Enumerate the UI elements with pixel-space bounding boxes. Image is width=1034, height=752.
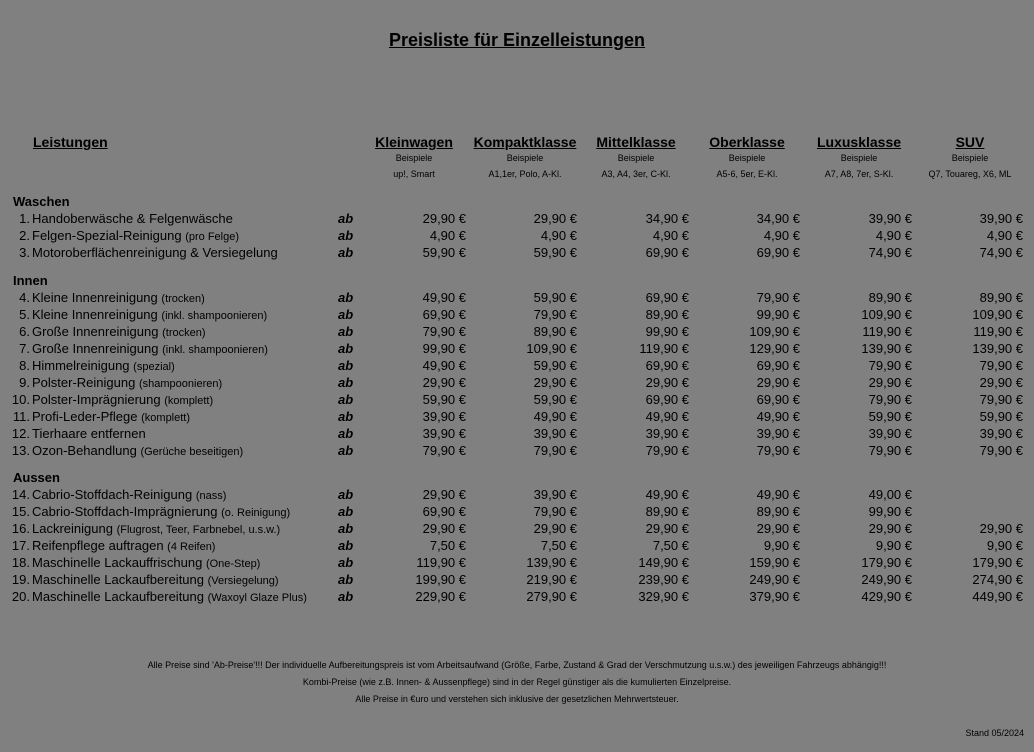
table-row [0, 520, 1034, 537]
price-cell: 139,90 € [972, 341, 1023, 356]
table-row [0, 227, 1034, 244]
footer-note-3: Alle Preise in €uro und verstehen sich inklusive der gesetzlichen Mehrwertsteuer. [355, 694, 679, 704]
table-row [0, 537, 1034, 554]
price-cell: 89,90 € [979, 290, 1023, 305]
price-cell: 89,90 € [645, 307, 689, 322]
price-cell: 49,90 € [645, 409, 689, 424]
price-cell: 9,90 € [875, 538, 912, 553]
service-label: Polster-Reinigung [32, 375, 136, 390]
ab-label: ab [338, 409, 354, 424]
service-label: Handoberwäsche & Felgenwäsche [32, 211, 233, 226]
page-title: Preisliste für Einzelleistungen [388, 30, 646, 50]
price-cell: 49,90 € [422, 358, 466, 373]
ab-label: ab [338, 307, 354, 322]
price-cell: 29,90 € [979, 375, 1023, 390]
row-number: 1. [19, 211, 30, 226]
service-note: (komplett) [164, 395, 214, 407]
services-column-header: Leistungen [33, 134, 108, 150]
row-number: 3. [19, 245, 30, 260]
price-cell: 69,90 € [645, 245, 689, 260]
price-cell: 79,90 € [645, 443, 689, 458]
service-note: (pro Felge) [185, 231, 240, 243]
price-cell: 69,90 € [645, 290, 689, 305]
price-cell: 29,90 € [756, 375, 800, 390]
price-cell: 49,90 € [422, 290, 466, 305]
service-label: Lackreinigung [32, 521, 113, 536]
column-sub: Beispiele [951, 153, 989, 163]
service-note: (shampoonieren) [138, 378, 223, 390]
row-number: 17. [11, 538, 30, 553]
ab-label: ab [338, 487, 354, 502]
price-cell: 179,90 € [972, 555, 1023, 570]
price-cell: 79,90 € [868, 443, 912, 458]
price-cell: 119,90 € [973, 324, 1023, 339]
ab-label: ab [338, 358, 354, 373]
price-cell: 79,90 € [979, 358, 1023, 373]
service-name [32, 244, 278, 261]
price-cell: 79,90 € [979, 392, 1023, 407]
price-cell: 9,90 € [763, 538, 800, 553]
price-cell: 29,90 € [645, 521, 689, 536]
table-row [0, 554, 1034, 571]
ab-label: ab [338, 555, 354, 570]
service-label: Kleine Innenreinigung [32, 290, 158, 305]
price-cell: 69,90 € [422, 307, 466, 322]
ab-label: ab [338, 504, 354, 519]
price-cell: 79,90 € [422, 324, 466, 339]
price-cell: 109,90 € [972, 307, 1023, 322]
row-number: 15. [11, 504, 30, 519]
table-row [0, 306, 1034, 323]
section-heading: Aussen [13, 470, 60, 485]
price-cell: 39,90 € [533, 487, 577, 502]
table-row [0, 408, 1034, 425]
column-examples: up!, Smart [393, 169, 435, 179]
price-cell: 89,90 € [868, 290, 912, 305]
column-sub: Beispiele [728, 153, 766, 163]
price-cell: 79,90 € [422, 443, 466, 458]
table-row [0, 340, 1034, 357]
column-examples: A5-6, 5er, E-Kl. [716, 169, 778, 179]
price-cell: 69,90 € [756, 358, 800, 373]
column-examples: Q7, Touareg, X6, ML [928, 169, 1012, 179]
price-cell: 29,90 € [533, 211, 577, 226]
column-name: Kleinwagen [375, 134, 453, 150]
price-cell: 69,90 € [756, 245, 800, 260]
service-note: (nass) [195, 490, 227, 502]
column-sub: Beispiele [840, 153, 878, 163]
price-cell: 199,90 € [415, 572, 466, 587]
price-cell: 79,90 € [868, 358, 912, 373]
service-label: Große Innenreinigung [32, 324, 159, 339]
price-cell: 239,90 € [638, 572, 689, 587]
table-row [0, 244, 1034, 261]
price-cell: 4,90 € [540, 228, 577, 243]
price-cell: 69,90 € [645, 392, 689, 407]
service-label: Große Innenreinigung [32, 341, 159, 356]
table-row [0, 323, 1034, 340]
service-note: (inkl. shampoonieren) [161, 310, 268, 322]
column-name: Luxusklasse [816, 134, 902, 150]
service-label: Ozon-Behandlung [32, 443, 137, 458]
row-number: 13. [11, 443, 30, 458]
column-examples: A1,1er, Polo, A-Kl. [488, 169, 562, 179]
section-heading: Innen [13, 273, 48, 288]
price-cell: 89,90 € [533, 324, 577, 339]
row-number: 18. [11, 555, 30, 570]
ab-label: ab [338, 245, 354, 260]
price-cell: 379,90 € [749, 589, 800, 604]
price-cell: 149,90 € [638, 555, 689, 570]
column-header [900, 134, 1034, 182]
stand-date: Stand 05/2024 [965, 728, 1024, 738]
column-examples: A7, A8, 7er, S-Kl. [824, 169, 894, 179]
price-cell: 49,90 € [756, 409, 800, 424]
price-cell: 79,90 € [533, 307, 577, 322]
price-cell: 49,00 € [868, 487, 912, 502]
price-cell: 29,90 € [868, 521, 912, 536]
service-label: Tierhaare entfernen [32, 426, 146, 441]
row-number: 19. [11, 572, 30, 587]
price-cell: 229,90 € [415, 589, 466, 604]
service-label: Maschinelle Lackauffrischung [32, 555, 203, 570]
service-note: (inkl. shampoonieren) [162, 344, 268, 356]
service-note: (o. Reinigung) [221, 507, 291, 519]
service-label: Felgen-Spezial-Reinigung [32, 228, 182, 243]
service-label: Maschinelle Lackaufbereitung [32, 589, 204, 604]
price-cell: 59,90 € [422, 392, 466, 407]
price-cell: 329,90 € [638, 589, 689, 604]
price-cell: 4,90 € [986, 228, 1023, 243]
service-note: (trocken) [162, 327, 206, 339]
price-cell: 29,90 € [756, 521, 800, 536]
price-cell: 29,90 € [533, 375, 577, 390]
price-cell: 274,90 € [972, 572, 1023, 587]
service-label: Cabrio-Stoffdach-Reinigung [32, 487, 193, 502]
price-cell: 59,90 € [533, 245, 577, 260]
price-cell: 39,90 € [979, 211, 1023, 226]
price-cell: 39,90 € [645, 426, 689, 441]
service-label: Profi-Leder-Pflege [32, 409, 138, 424]
footer-note-1: Alle Preise sind 'Ab-Preise'!!! Der individuelle Aufbereitungspreis ist vom Arbeitsaufwand (Größe, Farbe, Zustand & Grad der Verschmutzung u.s.w.) des jeweiligen Fahrzeugs abhängig!!! [147, 660, 887, 670]
price-cell: 74,90 € [979, 245, 1023, 260]
price-cell: 119,90 € [862, 324, 912, 339]
column-name: SUV [955, 134, 985, 150]
ab-label: ab [338, 324, 354, 339]
table-row [0, 210, 1034, 227]
service-label: Reifenpflege auftragen [32, 538, 164, 553]
price-cell: 59,90 € [868, 409, 912, 424]
price-cell: 59,90 € [979, 409, 1023, 424]
price-cell: 29,90 € [422, 487, 466, 502]
row-number: 9. [19, 375, 30, 390]
column-sub: Beispiele [506, 153, 544, 163]
price-cell: 39,90 € [868, 211, 912, 226]
price-cell: 79,90 € [533, 504, 577, 519]
row-number: 20. [11, 589, 30, 604]
price-cell: 119,90 € [639, 341, 689, 356]
service-note: (Versiegelung) [207, 575, 279, 587]
column-sub: Beispiele [617, 153, 655, 163]
row-number: 8. [19, 358, 30, 373]
price-cell: 139,90 € [861, 341, 912, 356]
row-number: 7. [19, 341, 30, 356]
service-note: (Gerüche beseitigen) [140, 446, 244, 458]
service-label: Himmelreinigung [32, 358, 130, 373]
row-number: 12. [11, 426, 30, 441]
price-cell: 29,90 € [868, 375, 912, 390]
table-row [0, 391, 1034, 408]
ab-label: ab [338, 521, 354, 536]
price-cell: 279,90 € [526, 589, 577, 604]
ab-label: ab [338, 290, 354, 305]
row-number: 5. [19, 307, 30, 322]
price-cell: 9,90 € [986, 538, 1023, 553]
price-cell: 29,90 € [645, 375, 689, 390]
price-cell: 29,90 € [422, 375, 466, 390]
price-cell: 139,90 € [526, 555, 577, 570]
service-name [32, 442, 243, 461]
row-number: 10. [11, 392, 30, 407]
service-label: Maschinelle Lackaufbereitung [32, 572, 204, 587]
price-cell: 79,90 € [533, 443, 577, 458]
price-cell: 99,90 € [645, 324, 689, 339]
price-cell: 49,90 € [533, 409, 577, 424]
service-label: Cabrio-Stoffdach-Imprägnierung [32, 504, 218, 519]
price-cell: 59,90 € [533, 358, 577, 373]
price-cell: 119,90 € [416, 555, 466, 570]
price-cell: 219,90 € [526, 572, 577, 587]
ab-label: ab [338, 228, 354, 243]
price-cell: 59,90 € [533, 392, 577, 407]
service-label: Polster-Imprägnierung [32, 392, 161, 407]
table-row [0, 289, 1034, 306]
service-name [32, 588, 307, 607]
ab-label: ab [338, 572, 354, 587]
price-cell: 39,90 € [422, 409, 466, 424]
price-cell: 29,90 € [422, 521, 466, 536]
row-number: 4. [19, 290, 30, 305]
price-cell: 249,90 € [861, 572, 912, 587]
price-cell: 69,90 € [645, 358, 689, 373]
price-cell: 7,50 € [652, 538, 689, 553]
table-row [0, 588, 1034, 605]
price-cell: 179,90 € [861, 555, 912, 570]
price-cell: 39,90 € [422, 426, 466, 441]
service-note: (4 Reifen) [167, 541, 216, 553]
service-label: Motoroberflächenreinigung & Versiegelung [32, 245, 278, 260]
price-cell: 4,90 € [763, 228, 800, 243]
price-cell: 449,90 € [972, 589, 1023, 604]
price-cell: 7,50 € [540, 538, 577, 553]
table-row [0, 503, 1034, 520]
price-cell: 69,90 € [422, 504, 466, 519]
price-cell: 34,90 € [645, 211, 689, 226]
price-cell: 109,90 € [749, 324, 800, 339]
price-cell: 79,90 € [868, 392, 912, 407]
price-cell: 89,90 € [756, 504, 800, 519]
price-cell: 39,90 € [533, 426, 577, 441]
column-name: Mittelklasse [596, 134, 676, 150]
price-cell: 99,90 € [868, 504, 912, 519]
price-cell: 59,90 € [533, 290, 577, 305]
price-cell: 249,90 € [749, 572, 800, 587]
price-cell: 109,90 € [861, 307, 912, 322]
price-cell: 49,90 € [756, 487, 800, 502]
price-cell: 4,90 € [652, 228, 689, 243]
price-cell: 89,90 € [645, 504, 689, 519]
price-cell: 74,90 € [868, 245, 912, 260]
table-row [0, 571, 1034, 588]
ab-label: ab [338, 426, 354, 441]
row-number: 14. [11, 487, 30, 502]
price-cell: 39,90 € [868, 426, 912, 441]
service-name [32, 210, 233, 227]
price-cell: 29,90 € [422, 211, 466, 226]
table-row [0, 425, 1034, 442]
table-row [0, 486, 1034, 503]
price-cell: 429,90 € [861, 589, 912, 604]
ab-label: ab [338, 211, 354, 226]
section-heading: Waschen [13, 194, 70, 209]
price-cell: 69,90 € [756, 392, 800, 407]
table-row [0, 357, 1034, 374]
column-name: Oberklasse [709, 134, 785, 150]
price-cell: 34,90 € [756, 211, 800, 226]
ab-label: ab [338, 392, 354, 407]
price-cell: 59,90 € [422, 245, 466, 260]
price-cell: 29,90 € [533, 521, 577, 536]
price-cell: 79,90 € [756, 290, 800, 305]
price-cell: 4,90 € [875, 228, 912, 243]
price-cell: 7,50 € [429, 538, 466, 553]
price-cell: 79,90 € [979, 443, 1023, 458]
ab-label: ab [338, 443, 354, 458]
service-name [32, 425, 146, 442]
price-cell: 39,90 € [979, 426, 1023, 441]
price-cell: 79,90 € [756, 443, 800, 458]
column-sub: Beispiele [395, 153, 433, 163]
ab-label: ab [338, 341, 354, 356]
table-row [0, 442, 1034, 459]
row-number: 11. [12, 409, 30, 424]
service-note: (Flugrost, Teer, Farbnebel, u.s.w.) [116, 524, 281, 536]
price-cell: 4,90 € [429, 228, 466, 243]
table-row [0, 374, 1034, 391]
row-number: 16. [11, 521, 30, 536]
service-note: (trocken) [161, 293, 205, 305]
service-note: (spezial) [133, 361, 175, 373]
price-cell: 99,90 € [422, 341, 466, 356]
service-label: Kleine Innenreinigung [32, 307, 158, 322]
price-cell: 99,90 € [756, 307, 800, 322]
footer-note-2: Kombi-Preise (wie z.B. Innen- & Aussenpflege) sind in der Regel günstiger als die kumulierten Einzelpreise. [302, 677, 732, 687]
ab-label: ab [338, 375, 354, 390]
price-cell: 29,90 € [979, 521, 1023, 536]
column-examples: A3, A4, 3er, C-Kl. [601, 169, 671, 179]
service-note: (One-Step) [205, 558, 261, 570]
ab-label: ab [338, 538, 354, 553]
price-cell: 159,90 € [749, 555, 800, 570]
row-number: 6. [19, 324, 30, 339]
service-note: (komplett) [141, 412, 191, 424]
price-cell: 129,90 € [749, 341, 800, 356]
price-cell: 49,90 € [645, 487, 689, 502]
column-name: Kompaktklasse [473, 134, 577, 150]
row-number: 2. [19, 228, 30, 243]
price-cell: 109,90 € [526, 341, 577, 356]
ab-label: ab [338, 589, 354, 604]
service-note: (Waxoyl Glaze Plus) [207, 592, 307, 604]
price-cell: 39,90 € [756, 426, 800, 441]
